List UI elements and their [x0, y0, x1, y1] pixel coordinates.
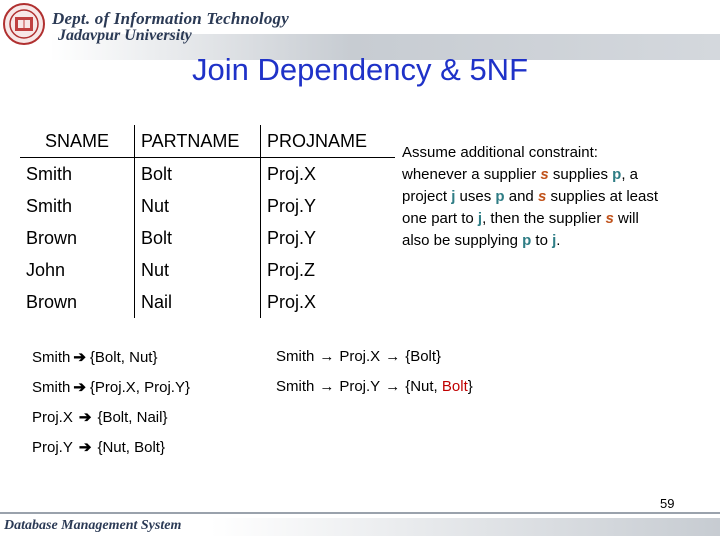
dependency-c: {Nut, — [405, 378, 442, 395]
department-name: Dept. of Information Technology — [52, 9, 289, 28]
dependency-c: {Bolt} — [405, 348, 442, 365]
dependency-c-end: } — [467, 378, 473, 395]
footer-divider — [0, 512, 720, 514]
dependency-a: Smith — [276, 378, 315, 395]
right-arrow-icon: ➔ — [78, 409, 92, 426]
table-row — [20, 190, 395, 222]
dependency-projy-parts — [32, 438, 165, 456]
dependency-projx-parts — [32, 408, 167, 426]
note-text: , then the supplier — [482, 210, 606, 227]
variable-s: s — [605, 210, 614, 227]
note-text: . — [556, 232, 561, 249]
table-cell: Bolt — [135, 158, 261, 191]
table-row — [20, 158, 395, 191]
column-header-partname: PARTNAME — [135, 125, 261, 158]
table-cell: Proj.Y — [267, 227, 317, 248]
right-arrow-icon: ➔ — [73, 379, 86, 396]
dependency-rhs: {Bolt, Nut} — [89, 349, 158, 366]
thin-arrow-icon: → — [319, 348, 335, 365]
column-header-projname: PROJNAME — [267, 130, 368, 151]
table-cell: Bolt — [135, 222, 261, 254]
note-text: , a project — [402, 166, 638, 205]
university-name: Jadavpur University — [58, 27, 192, 44]
relation-table — [20, 125, 395, 318]
table-cell: Proj.X — [267, 291, 317, 312]
note-text: supplies — [548, 166, 613, 183]
variable-p: p — [612, 166, 622, 183]
variable-j: j — [451, 188, 456, 205]
note-text: supplies at least one part to — [402, 188, 659, 227]
variable-j: j — [477, 210, 483, 227]
table-header-row — [20, 125, 395, 158]
table-cell: Smith — [20, 158, 135, 191]
table-cell: Proj.X — [267, 163, 317, 184]
dependency-a: Smith — [276, 348, 315, 365]
table-cell: Brown — [20, 286, 135, 318]
dependency-smith-projx — [276, 348, 441, 365]
highlighted-part: Bolt — [441, 378, 468, 395]
table-cell: Nut — [135, 190, 261, 222]
constraint-note — [402, 142, 662, 252]
slide-title: Join Dependency & 5NF — [191, 52, 529, 87]
table-cell: Proj.Y — [267, 195, 317, 216]
page-number: 59 — [660, 496, 675, 511]
table-cell: Smith — [20, 190, 135, 222]
dependency-smith-parts — [32, 348, 157, 366]
note-text: uses — [455, 188, 496, 205]
note-text: to — [531, 232, 553, 249]
dependency-lhs: Proj.X — [32, 409, 73, 426]
table-cell: Proj.Z — [267, 259, 316, 280]
note-text: and — [504, 188, 538, 205]
table-row — [20, 286, 395, 318]
table-cell: Brown — [20, 222, 135, 254]
dependency-lhs: Smith — [32, 349, 71, 366]
table-cell: Nut — [135, 254, 261, 286]
variable-p: p — [522, 232, 532, 249]
dependency-smith-projy — [276, 378, 473, 395]
dependency-b: Proj.X — [339, 348, 381, 365]
variable-p: p — [495, 188, 505, 205]
thin-arrow-icon: → — [385, 348, 401, 365]
variable-j: j — [552, 232, 557, 249]
dependency-smith-projects — [32, 378, 190, 396]
table-cell: Nail — [135, 286, 261, 318]
note-text: will also be supplying — [402, 210, 639, 249]
thin-arrow-icon: → — [385, 378, 401, 395]
table-row — [20, 254, 395, 286]
university-logo-icon — [2, 2, 46, 46]
variable-s: s — [537, 188, 547, 205]
dependency-rhs: {Bolt, Nail} — [97, 409, 168, 426]
dependency-lhs: Smith — [32, 379, 71, 396]
thin-arrow-icon: → — [319, 378, 335, 395]
dependency-lhs: Proj.Y — [32, 439, 73, 456]
column-header-sname: SNAME — [20, 125, 135, 158]
dependency-rhs: {Nut, Bolt} — [97, 439, 165, 456]
footer-band — [210, 518, 720, 536]
dependency-rhs: {Proj.X, Proj.Y} — [89, 379, 190, 396]
right-arrow-icon: ➔ — [73, 349, 86, 366]
dependency-b: Proj.Y — [339, 378, 381, 395]
table-cell: John — [20, 254, 135, 286]
table-row — [20, 222, 395, 254]
footer-course-title: Database Management System — [4, 518, 182, 533]
note-text: Assume additional constraint: whenever a supplier — [402, 144, 598, 183]
right-arrow-icon: ➔ — [78, 439, 92, 456]
variable-s: s — [540, 166, 549, 183]
